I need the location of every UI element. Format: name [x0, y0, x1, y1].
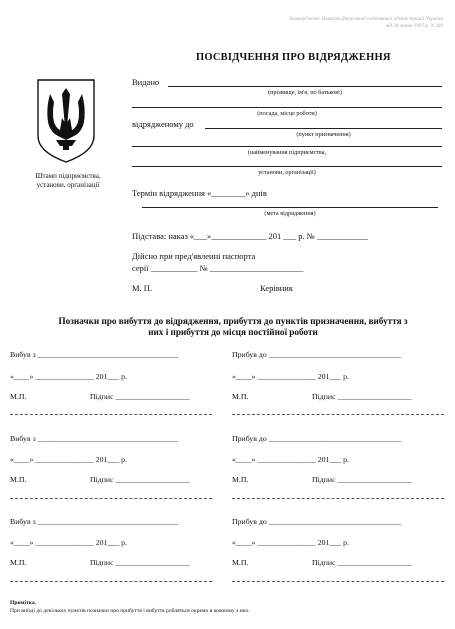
approval-line-1: Затверджено Наказом Державної податкової адміністрації України [289, 16, 443, 22]
institution-field[interactable] [132, 166, 442, 167]
name-caption: (прізвище, ім'я, по батькові) [268, 89, 342, 96]
signature-field[interactable]: Підпис ___________________ [312, 475, 412, 484]
divider [232, 414, 444, 415]
purpose-caption: (мета відрядження) [264, 210, 316, 217]
issued-label: Видано [132, 77, 160, 87]
arrival-date[interactable]: «____» _______________ 201___ р. [232, 455, 349, 464]
departure-date[interactable]: «____» _______________ 201___ р. [10, 372, 127, 381]
arrival-date[interactable]: «____» _______________ 201___ р. [232, 538, 349, 547]
signature-field[interactable]: Підпис ___________________ [90, 558, 190, 567]
position-caption: (посада, місце роботи) [257, 110, 317, 117]
destination-field[interactable] [205, 128, 442, 129]
sent-to-label: відрядженому до [132, 119, 194, 129]
divider [10, 414, 212, 415]
mp-label: М.П. [10, 558, 27, 567]
destination-caption: (пункт призначення) [296, 131, 351, 138]
divider [10, 581, 212, 582]
divider [232, 498, 444, 499]
departure-date[interactable]: «____» _______________ 201___ р. [10, 538, 127, 547]
note-text: При виїзді до декількох пунктів позначки про прибуття і вибуття робляться окремо в кожному з них. [10, 608, 250, 614]
enterprise-caption: (найменування підприємства, [247, 149, 327, 156]
arrived-to-label: Прибув до __________________________________ [232, 434, 402, 443]
term-label: Термін відрядження «________» днів [132, 188, 267, 198]
divider [10, 498, 212, 499]
series-label: серії ___________ № ______________________ [132, 263, 304, 273]
mp-label: М.П. [232, 558, 249, 567]
purpose-field[interactable] [142, 207, 438, 208]
passport-label: Дійсно при пред'явленні паспорта [132, 251, 256, 261]
departed-from-label: Вибув з ____________________________________ [10, 350, 178, 359]
signature-field[interactable]: Підпис ___________________ [90, 392, 190, 401]
section-title: Позначки про вибуття до відрядження, прибуття до пунктів призначення, вибуття з них і прибуття до місця постійної роботи [58, 316, 408, 337]
divider [232, 581, 444, 582]
document-title: ПОСВІДЧЕННЯ ПРО ВІДРЯДЖЕННЯ [196, 52, 391, 63]
mp-label: М.П. [232, 392, 249, 401]
departed-from-label: Вибув з ____________________________________ [10, 434, 178, 443]
mp-label: М.П. [10, 475, 27, 484]
mp-label: М. П. [132, 283, 153, 293]
mp-label: М.П. [232, 475, 249, 484]
position-field[interactable] [132, 107, 442, 108]
departure-date[interactable]: «____» _______________ 201___ р. [10, 455, 127, 464]
mp-label: М.П. [10, 392, 27, 401]
enterprise-field[interactable] [132, 146, 442, 147]
basis-label: Підстава: наказ «___»_____________ 201 ___ р. № ____________ [132, 231, 369, 241]
approval-line-2: від 28 липня 1997 р. N 260 [385, 23, 443, 29]
signature-field[interactable]: Підпис ___________________ [312, 558, 412, 567]
arrival-date[interactable]: «____» _______________ 201___ р. [232, 372, 349, 381]
emblem-trident-icon [36, 78, 96, 164]
head-label: Керівник [260, 283, 293, 293]
approval-note [289, 16, 443, 30]
signature-field[interactable]: Підпис ___________________ [90, 475, 190, 484]
note-title: Примітка. [10, 600, 37, 606]
institution-caption: установи, організації) [258, 169, 316, 176]
signature-field[interactable]: Підпис ___________________ [312, 392, 412, 401]
arrived-to-label: Прибув до __________________________________ [232, 517, 402, 526]
departed-from-label: Вибув з ____________________________________ [10, 517, 178, 526]
name-field[interactable] [168, 86, 442, 87]
stamp-label: Штамп підприємства, установи, організації [35, 172, 101, 189]
arrived-to-label: Прибув до __________________________________ [232, 350, 402, 359]
